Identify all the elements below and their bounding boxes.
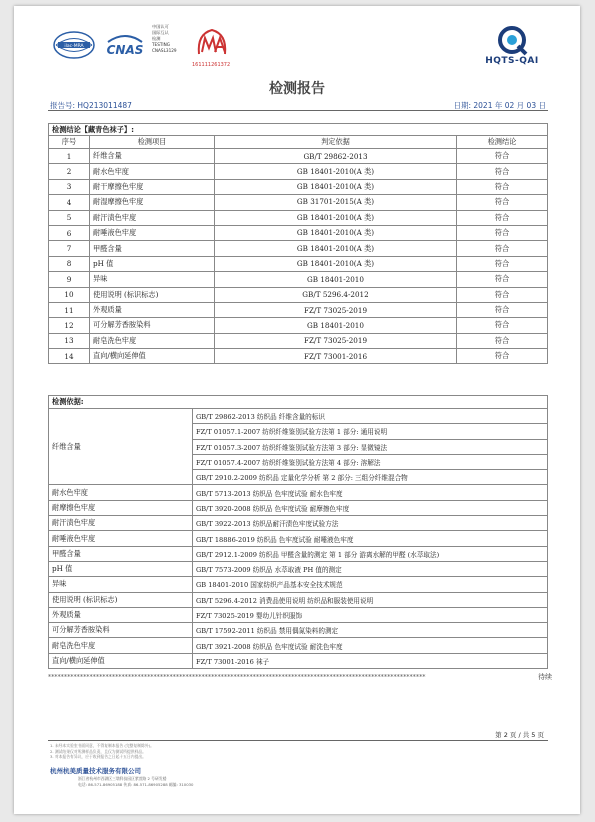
table-row: [49, 302, 548, 317]
footer-notes: [50, 743, 154, 760]
cell-basis: FZ/T 73001-2016: [215, 349, 457, 364]
cell-result: 符合: [457, 287, 548, 302]
table-row: [49, 149, 548, 164]
basis-item: 耐汗渍色牢度: [49, 516, 193, 531]
cell-basis: GB 18401-2010(A 类): [215, 225, 457, 240]
cell-seq: 13: [49, 333, 90, 348]
table-row: [49, 287, 548, 302]
cell-seq: 14: [49, 349, 90, 364]
cell-result: 符合: [457, 195, 548, 210]
basis-item: pH 值: [49, 561, 193, 576]
cell-seq: 12: [49, 318, 90, 333]
cell-basis: FZ/T 73025-2019: [215, 333, 457, 348]
table-row: [49, 500, 548, 515]
cell-seq: 5: [49, 210, 90, 225]
report-number-value: HQ213011487: [77, 101, 132, 110]
table-row: [49, 318, 548, 333]
cell-basis: GB 18401-2010(A 类): [215, 164, 457, 179]
table-row: [49, 256, 548, 271]
basis-rows: [49, 485, 548, 669]
conclusion-caption: 检测结论【藏青色袜子】:: [49, 124, 548, 136]
cell-item: 耐汗渍色牢度: [90, 210, 215, 225]
cell-seq: 6: [49, 225, 90, 240]
cell-result: 符合: [457, 272, 548, 287]
basis-standard: GB/T 17592-2011 纺织品 禁用偶氮染料的测定: [193, 623, 548, 638]
cma-number: 161111261372: [192, 62, 231, 68]
cma-logo: [195, 26, 229, 60]
header-basis: 判定依据: [215, 136, 457, 149]
basis-caption: 检测依据:: [49, 396, 548, 409]
basis-standard: FZ/T 73001-2016 袜子: [193, 653, 548, 668]
cell-basis: GB 18401-2010: [215, 318, 457, 333]
basis-item: 可分解芳香胺染料: [49, 623, 193, 638]
table-row: [49, 164, 548, 179]
basis-standard: GB/T 2910.2-2009 纺织品 定量化学分析 第 2 部分: 三组分纤维混合物: [193, 470, 548, 485]
basis-item: 甲醛含量: [49, 546, 193, 561]
cell-result: 符合: [457, 210, 548, 225]
basis-standard: GB/T 3920-2008 纺织品 色牢度试验 耐摩擦色牢度: [193, 500, 548, 515]
report-number-label: 报告号:: [50, 101, 76, 110]
cell-seq: 4: [49, 195, 90, 210]
basis-item: 耐皂洗色牢度: [49, 638, 193, 653]
svg-text:ilac-MRA: ilac-MRA: [64, 44, 84, 49]
cell-basis: GB 18401-2010(A 类): [215, 256, 457, 271]
cell-result: 符合: [457, 333, 548, 348]
table-row: [49, 638, 548, 653]
report-title: 检测报告: [269, 81, 325, 97]
cell-item: 耐水色牢度: [90, 164, 215, 179]
table-row: [49, 546, 548, 561]
basis-standard: FZ/T 01057.3-2007 纺织纤维鉴别试验方法第 3 部分: 显微镜法: [193, 439, 548, 454]
report-date-label: 日期:: [453, 101, 471, 110]
basis-item: 耐摩擦色牢度: [49, 500, 193, 515]
cell-seq: 10: [49, 287, 90, 302]
cell-seq: 3: [49, 179, 90, 194]
table-row: [49, 623, 548, 638]
cell-result: 符合: [457, 179, 548, 194]
cell-seq: 7: [49, 241, 90, 256]
cell-item: 耐皂洗色牢度: [90, 333, 215, 348]
cnas-logo: [100, 30, 150, 62]
table-row: [49, 210, 548, 225]
cell-result: 符合: [457, 225, 548, 240]
basis-item: 外观质量: [49, 607, 193, 622]
cell-item: pH 值: [90, 256, 215, 271]
cell-basis: GB 18401-2010(A 类): [215, 179, 457, 194]
table-row: [49, 592, 548, 607]
conclusion-rows: [49, 149, 548, 364]
basis-item: 直向/横向延伸值: [49, 653, 193, 668]
cell-seq: 9: [49, 272, 90, 287]
table-row: [49, 531, 548, 546]
cell-seq: 1: [49, 149, 90, 164]
cell-basis: GB/T 5296.4-2012: [215, 287, 457, 302]
cell-seq: 11: [49, 302, 90, 317]
table-row: [49, 577, 548, 592]
hqts-logo: [492, 24, 532, 56]
table-row: [49, 179, 548, 194]
cell-basis: GB 18401-2010(A 类): [215, 241, 457, 256]
header-divider: [48, 110, 548, 111]
cell-item: 纤维含量: [90, 149, 215, 164]
cell-result: 符合: [457, 302, 548, 317]
cnas-accreditation-text: 中国认可 国际互认 检测 TESTING CNASL3129: [152, 24, 177, 53]
header-item: 检测项目: [90, 136, 215, 149]
basis-item: 异味: [49, 577, 193, 592]
cell-basis: FZ/T 73025-2019: [215, 302, 457, 317]
cell-basis: GB/T 29862-2013: [215, 149, 457, 164]
table-row: [49, 653, 548, 668]
basis-standard: FZ/T 01057.1-2007 纺织纤维鉴别试验方法第 1 部分: 通用说明: [193, 424, 548, 439]
table-row: [49, 607, 548, 622]
table-row: [49, 349, 548, 364]
cell-result: 符合: [457, 149, 548, 164]
basis-standard: GB 18401-2010 国家纺织产品基本安全技术规范: [193, 577, 548, 592]
basis-caption-row: [49, 396, 548, 409]
cell-result: 符合: [457, 349, 548, 364]
report-date-value: 2021 年 02 月 03 日: [473, 101, 546, 110]
basis-standard: GB/T 29862-2013 纺织品 纤维含量的标识: [193, 409, 548, 424]
hqts-brand-text: HQTS-QAI: [485, 56, 539, 66]
table-row: [49, 333, 548, 348]
cell-basis: GB 18401-2010(A 类): [215, 210, 457, 225]
basis-standard: GB/T 7573-2009 纺织品 水萃取液 PH 值的测定: [193, 561, 548, 576]
cell-result: 符合: [457, 241, 548, 256]
basis-item: 纤维含量: [49, 409, 193, 485]
end-separator: **********************************************************************************************************************: [48, 674, 426, 681]
table-row: [49, 409, 548, 424]
page-number: 第 2 页 / 共 5 页: [495, 731, 544, 739]
company-name: 杭州杭美质量技术服务有限公司: [50, 767, 141, 775]
basis-standard: GB/T 3921-2008 纺织品 色牢度试验 耐洗色牢度: [193, 638, 548, 653]
table-row: [49, 241, 548, 256]
report-page: [14, 6, 580, 814]
footer-divider: [48, 740, 548, 741]
header-seq: 序号: [49, 136, 90, 149]
cell-item: 使用说明 (标识标志): [90, 287, 215, 302]
cell-item: 可分解芳香胺染料: [90, 318, 215, 333]
cell-seq: 8: [49, 256, 90, 271]
company-address: [78, 776, 193, 787]
cell-item: 外观质量: [90, 302, 215, 317]
basis-standard: FZ/T 73025-2019 婴幼儿针织服饰: [193, 607, 548, 622]
cell-basis: GB 18401-2010: [215, 272, 457, 287]
cell-basis: GB 31701-2015(A 类): [215, 195, 457, 210]
footer-note: 2. 测试结果仅对所测样品负责，且仅为测试所提供样品。: [50, 748, 146, 754]
cell-result: 符合: [457, 256, 548, 271]
table-row: [49, 516, 548, 531]
logo-bar: [14, 6, 580, 76]
basis-standard: GB/T 18886-2019 纺织品 色牢度试验 耐唾液色牢度: [193, 531, 548, 546]
basis-standard: GB/T 5713-2013 纺织品 色牢度试验 耐水色牢度: [193, 485, 548, 500]
table-row: [49, 561, 548, 576]
address-line: 电话: 86-571-86905188 传真: 86-571-86905288 邮编: 310030: [78, 781, 194, 787]
basis-standard: FZ/T 01057.4-2007 纺织纤维鉴别试验方法第 4 部分: 溶解法: [193, 454, 548, 469]
table-row: [49, 272, 548, 287]
footer-note: 3. 对本报告有异议，应于收到报告之日起十五日内提出。: [50, 754, 146, 760]
header-result: 检测结论: [457, 136, 548, 149]
table-row: [49, 225, 548, 240]
conclusion-caption-row: [49, 124, 548, 136]
cell-item: 耐干摩擦色牢度: [90, 179, 215, 194]
continued-label: 待续: [538, 673, 552, 681]
cell-item: 直向/横向延伸值: [90, 349, 215, 364]
cell-item: 甲醛含量: [90, 241, 215, 256]
conclusion-table: [48, 123, 548, 364]
basis-standard: GB/T 5296.4-2012 消费品使用说明 纺织品和服装使用说明: [193, 592, 548, 607]
cell-item: 耐唾液色牢度: [90, 225, 215, 240]
cell-item: 耐湿摩擦色牢度: [90, 195, 215, 210]
table-row: [49, 485, 548, 500]
basis-item: 耐水色牢度: [49, 485, 193, 500]
address-line: 浙江省杭州市西湖区三墩科技园区紫萱路 2 号研发楼: [78, 776, 167, 781]
svg-text:CNAS: CNAS: [106, 43, 144, 57]
cell-result: 符合: [457, 164, 548, 179]
cell-seq: 2: [49, 164, 90, 179]
table-row: [49, 195, 548, 210]
basis-item: 耐唾液色牢度: [49, 531, 193, 546]
basis-standard: GB/T 3922-2013 纺织品耐汗渍色牢度试验方法: [193, 516, 548, 531]
basis-item: 使用说明 (标识标志): [49, 592, 193, 607]
basis-standard: GB/T 2912.1-2009 纺织品 甲醛含量的测定 第 1 部分 游离水解的甲醛 (水萃取法): [193, 546, 548, 561]
cell-result: 符合: [457, 318, 548, 333]
conclusion-header-row: [49, 136, 548, 149]
cell-item: 异味: [90, 272, 215, 287]
basis-table: [48, 395, 548, 669]
ilac-mra-logo: [52, 30, 96, 60]
footer-note: 1. 未经本实验室书面同意，不得复制本报告 (完整复制除外)。: [50, 743, 154, 748]
